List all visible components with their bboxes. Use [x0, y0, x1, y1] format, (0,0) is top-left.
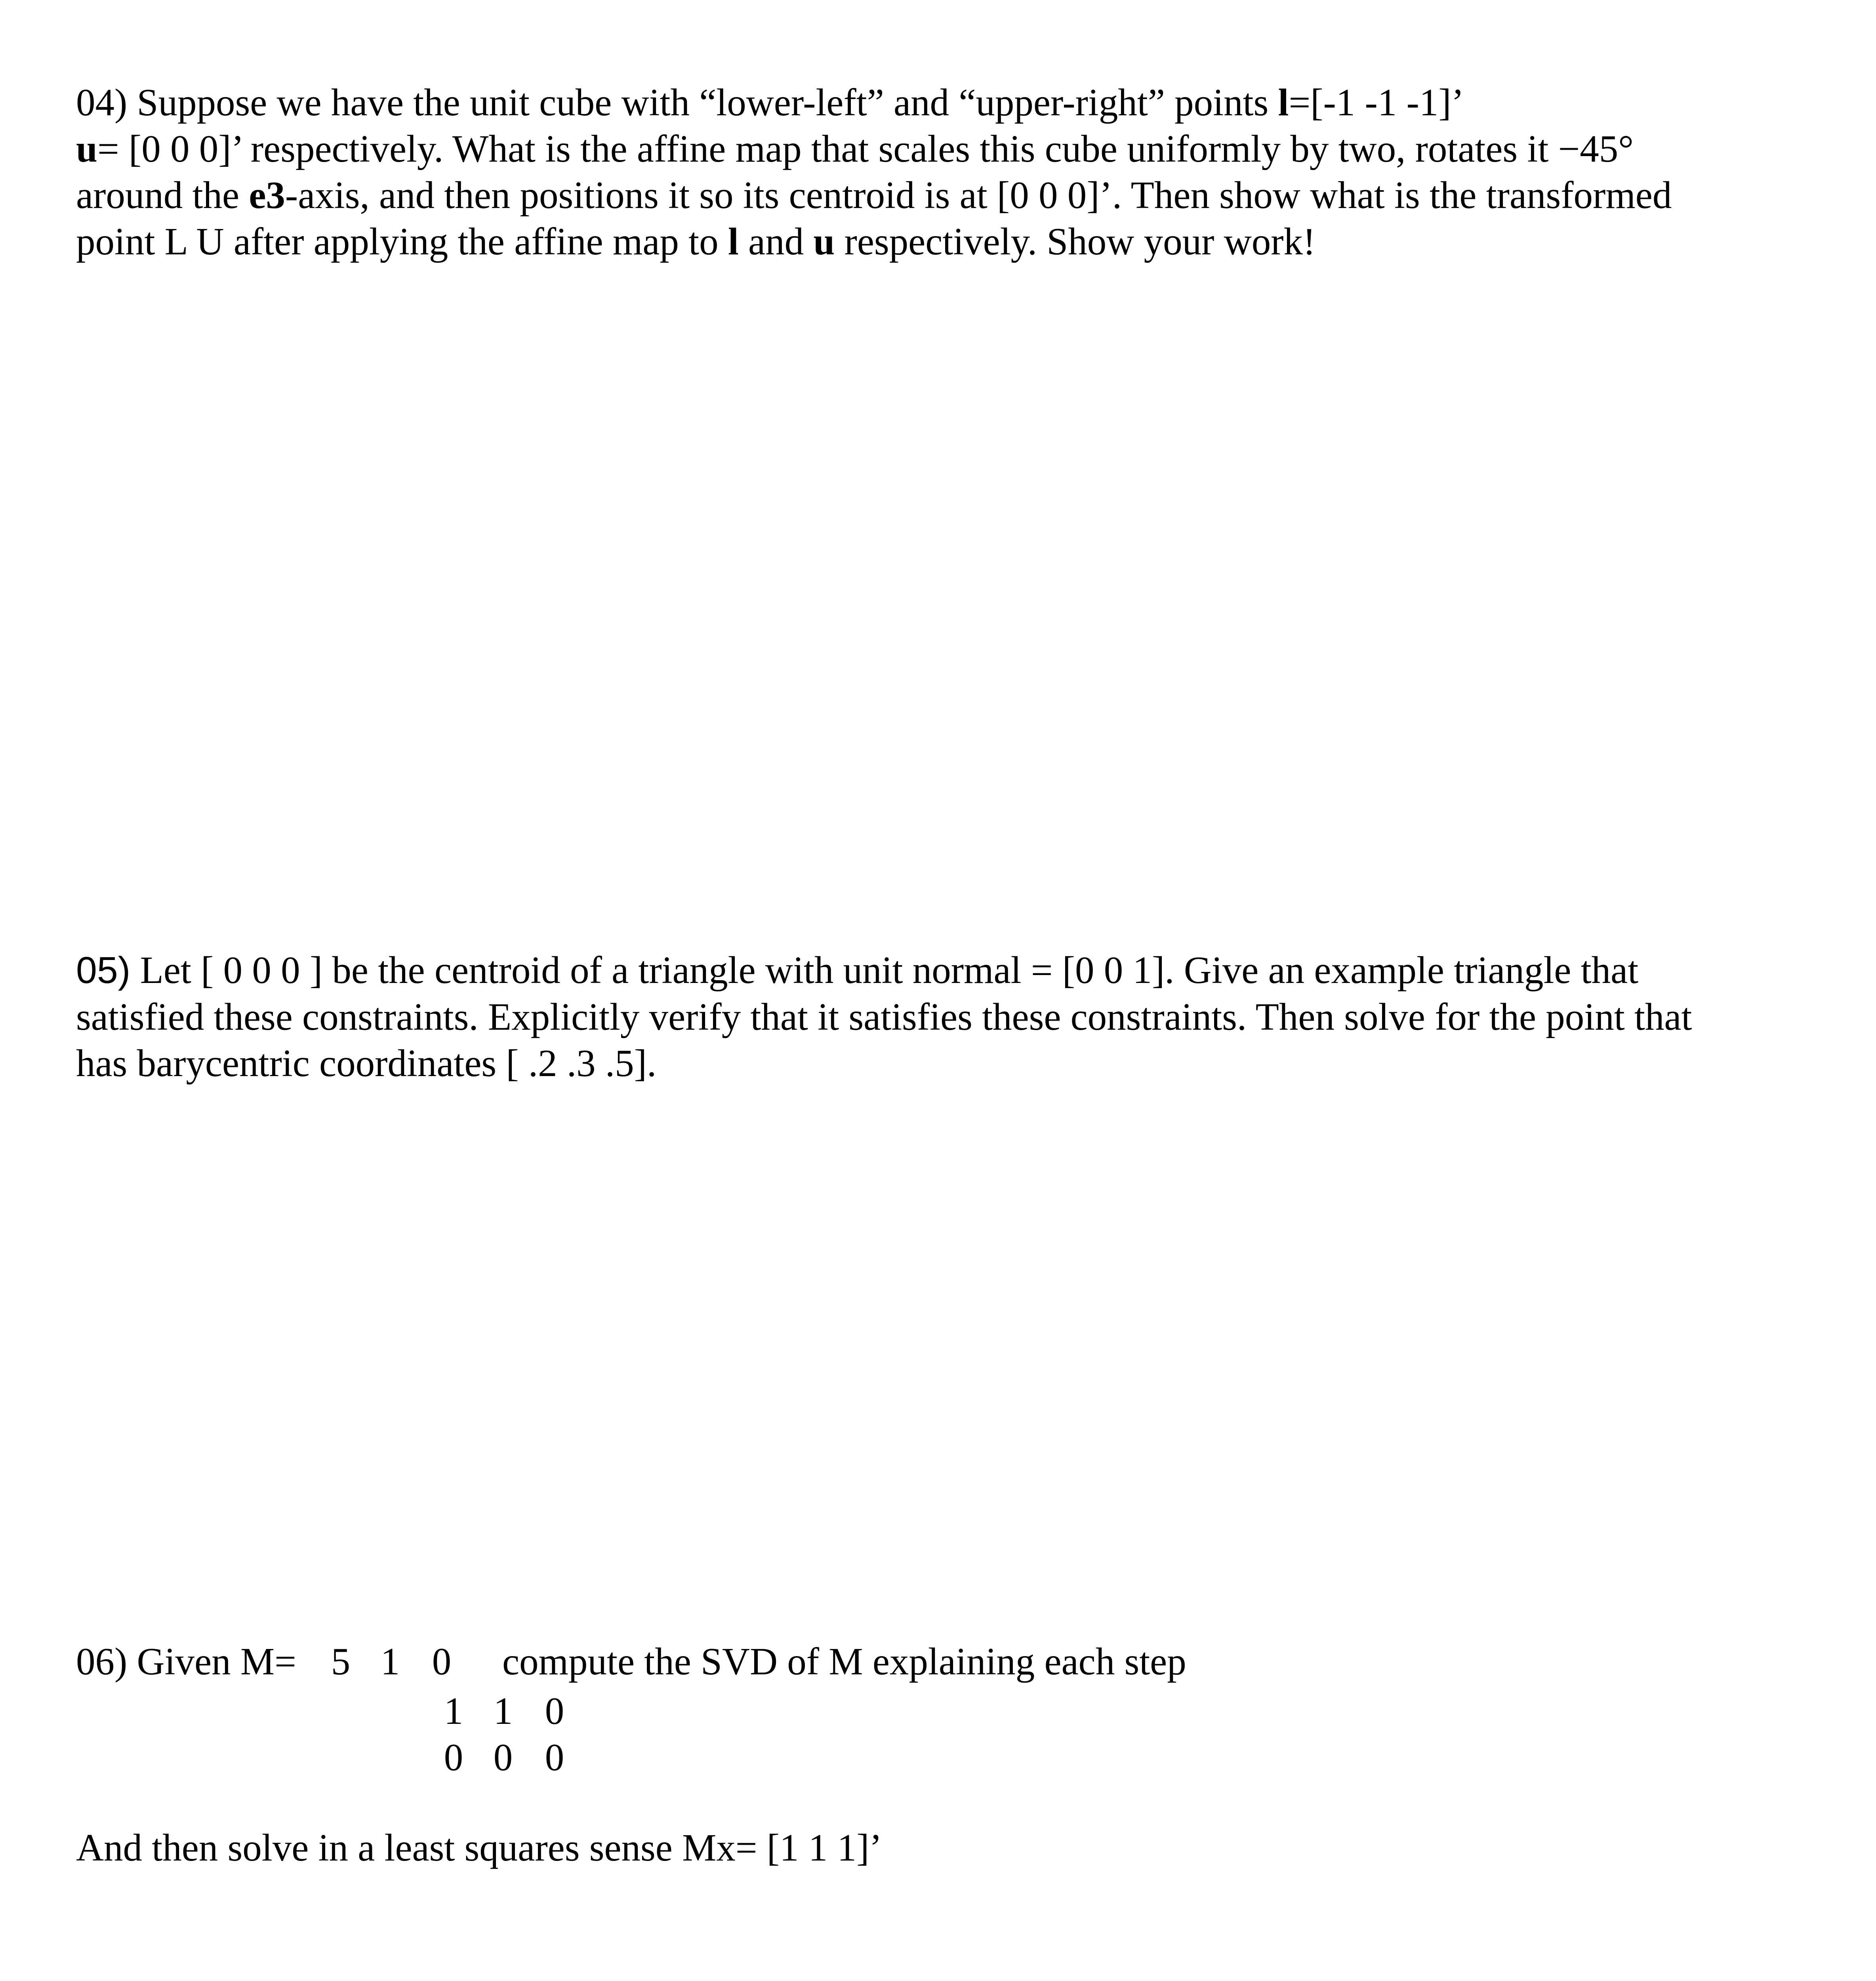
- matrix-cell: 1: [444, 1690, 463, 1732]
- matrix-cell: 0: [444, 1736, 463, 1779]
- question-06-prefix: 06) Given M=: [76, 1640, 296, 1683]
- matrix-cell: 0: [545, 1736, 564, 1779]
- matrix-cell: 5: [331, 1640, 351, 1683]
- question-06-instruction: compute the SVD of M explaining each step: [502, 1640, 1186, 1683]
- question-04-line-1: 04) Suppose we have the unit cube with “lower-left” and “upper-right” points l=[-1 -1 -1]’: [76, 81, 1464, 124]
- question-05-number: 05): [76, 949, 131, 991]
- matrix-cell: 1: [493, 1690, 513, 1732]
- question-04-line-2: u= [0 0 0]’ respectively. What is the affine map that scales this cube uniformly by two, rotates it −45°: [76, 128, 1634, 170]
- question-05-line-2: satisfied these constraints. Explicitly verify that it satisfies these constraints. Then solve for the point that: [76, 996, 1692, 1038]
- question-04: [76, 79, 1672, 265]
- question-05-line-1: 05) Let [ 0 0 0 ] be the centroid of a triangle with unit normal = [0 0 1]. Give an example triangle that: [76, 949, 1639, 991]
- question-05: [76, 947, 1692, 1086]
- question-04-line-4: point L U after applying the affine map to l and u respectively. Show your work!: [76, 220, 1316, 263]
- question-05-line-3: has barycentric coordinates [ .2 .3 .5].: [76, 1042, 657, 1084]
- matrix-cell: 0: [493, 1736, 513, 1779]
- matrix-cell: 0: [545, 1690, 564, 1732]
- matrix-cell: 1: [380, 1640, 400, 1683]
- question-06-followup: And then solve in a least squares sense Mx= [1 1 1]’: [76, 1826, 882, 1869]
- question-04-line-3: around the e3-axis, and then positions it so its centroid is at [0 0 0]’. Then show what is the transformed: [76, 174, 1672, 216]
- matrix-cell: 0: [432, 1640, 452, 1683]
